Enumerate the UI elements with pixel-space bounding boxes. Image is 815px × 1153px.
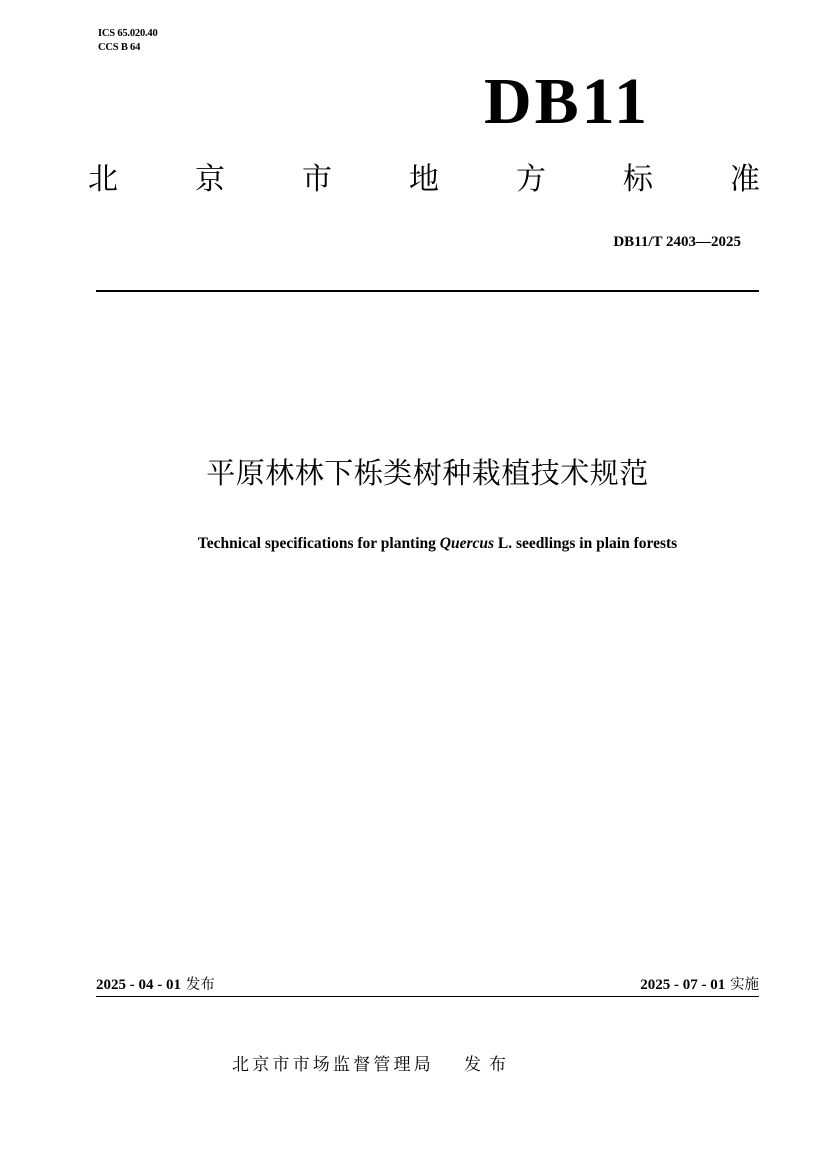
issue-label: 发布 xyxy=(185,977,215,993)
standard-type-char: 京 xyxy=(195,162,225,197)
issuer-line xyxy=(232,1053,514,1077)
implement-date: 2025 - 07 - 01 xyxy=(640,977,726,993)
issue-date-line xyxy=(96,974,215,995)
standard-type-char: 市 xyxy=(302,162,332,197)
standard-type-char: 地 xyxy=(409,162,439,197)
issuer-name: 北京市市场监督管理局 xyxy=(232,1055,434,1075)
title-english-part: Technical specifications for planting xyxy=(197,535,440,552)
implement-label: 实施 xyxy=(730,977,759,993)
standard-type-char: 北 xyxy=(88,162,118,197)
standard-logo: DB11 xyxy=(484,65,651,138)
implement-date-line xyxy=(640,974,759,995)
title-english-part: L. seedlings in plain forests xyxy=(494,535,678,552)
standard-type-char: 准 xyxy=(730,162,760,197)
footer-divider xyxy=(96,996,759,997)
title-chinese: 平原林林下栎类树种栽植技术规范 xyxy=(206,456,649,490)
issue-date: 2025 - 04 - 01 xyxy=(96,977,181,993)
title-english xyxy=(120,533,755,555)
classification-codes xyxy=(98,27,158,55)
ics-code: ICS 65.020.40 xyxy=(98,28,158,39)
header-divider xyxy=(96,290,759,292)
standard-type-char: 标 xyxy=(623,162,653,197)
issuer-action: 发布 xyxy=(464,1055,514,1075)
standard-type-char: 方 xyxy=(516,162,546,197)
ccs-code: CCS B 64 xyxy=(98,42,141,53)
title-english-species: Quercus xyxy=(439,535,495,552)
standard-type xyxy=(88,160,760,200)
standard-number: DB11/T 2403—2025 xyxy=(613,234,741,250)
